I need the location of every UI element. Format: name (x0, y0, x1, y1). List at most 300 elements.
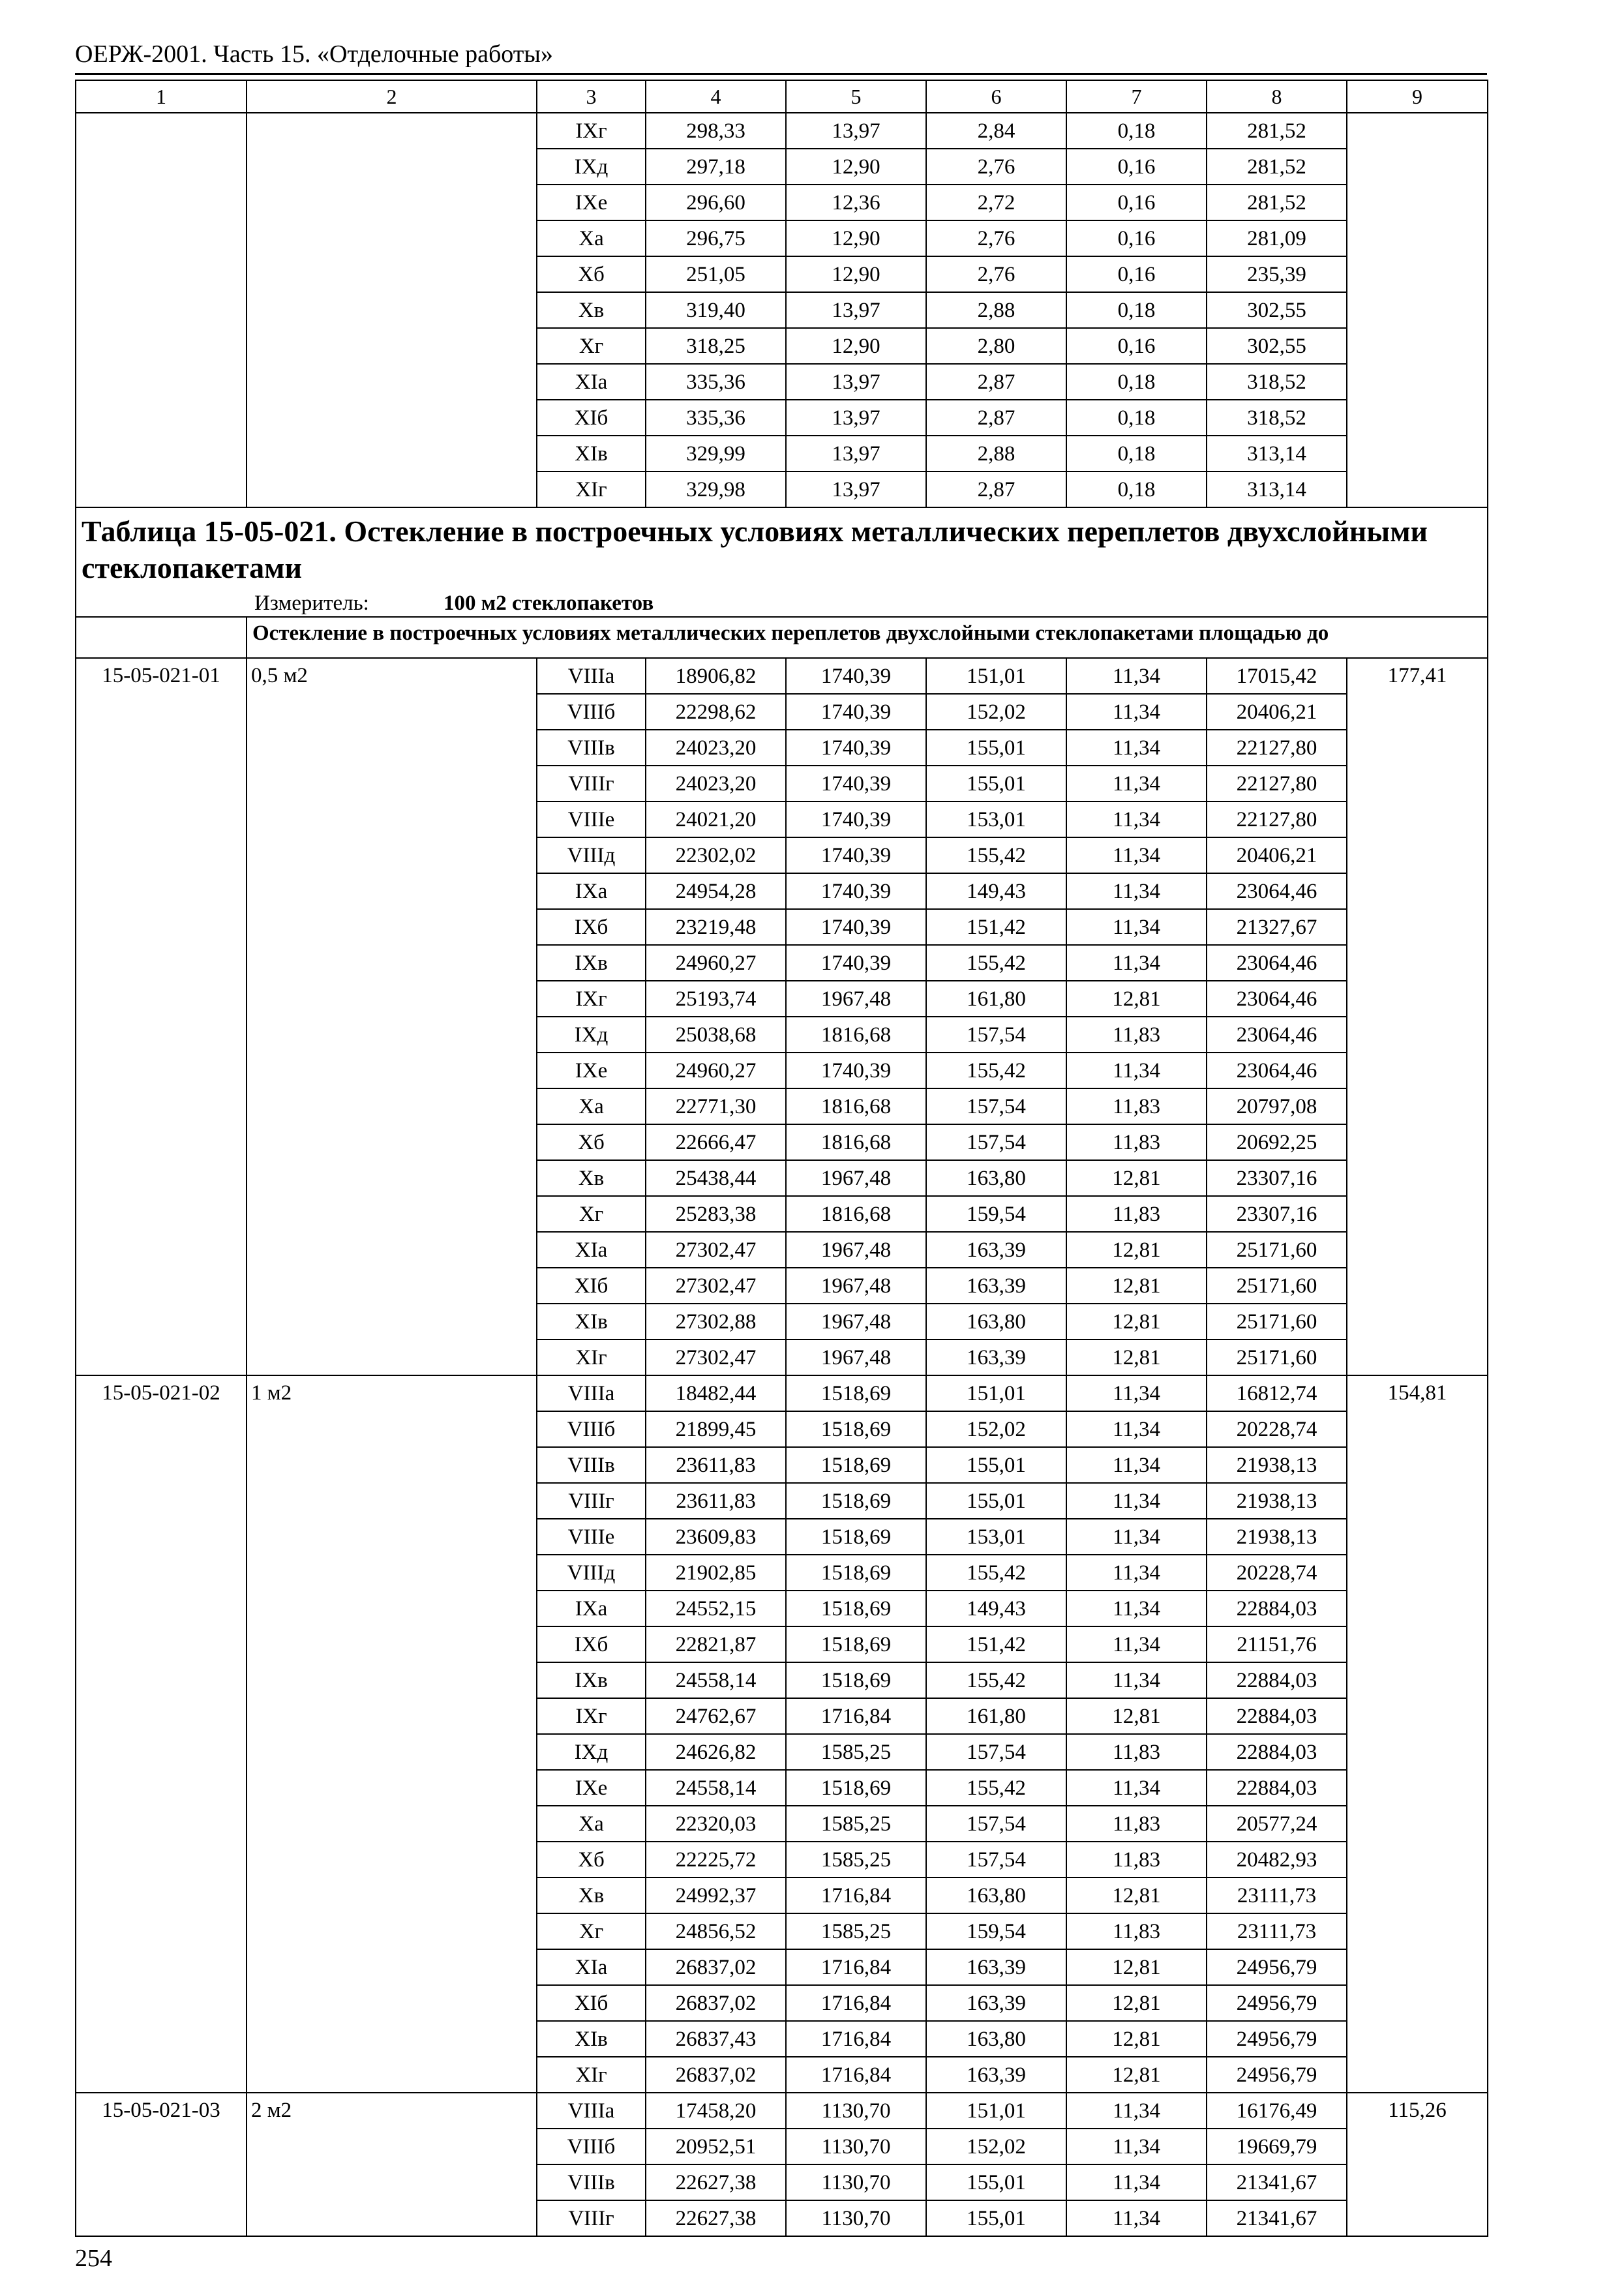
value-cell: 22127,80 (1207, 730, 1347, 766)
value-cell: 13,97 (786, 113, 926, 149)
value-cell: 20406,21 (1207, 837, 1347, 873)
value-cell: 22666,47 (646, 1124, 786, 1160)
value-cell: 11,83 (1066, 1017, 1207, 1053)
value-cell: 24856,52 (646, 1913, 786, 1949)
value-cell: 22884,03 (1207, 1734, 1347, 1770)
value-cell: 25038,68 (646, 1017, 786, 1053)
value-cell: 163,80 (926, 1304, 1066, 1339)
value-cell: 163,80 (926, 2021, 1066, 2057)
value-cell: 11,34 (1066, 873, 1207, 909)
value-cell: 153,01 (926, 1519, 1066, 1555)
value-cell: Хг (537, 1196, 646, 1232)
value-cell: 24992,37 (646, 1878, 786, 1913)
value-cell: 151,42 (926, 1626, 1066, 1662)
page-header: ОЕРЖ-2001. Часть 15. «Отделочные работы» (75, 40, 553, 68)
value-cell: 11,34 (1066, 1626, 1207, 1662)
value-cell: 11,34 (1066, 837, 1207, 873)
value-cell: 22627,38 (646, 2200, 786, 2236)
rate-code-cell: 15-05-021-03 (76, 2093, 247, 2236)
value-cell: 11,34 (1066, 1483, 1207, 1519)
value-cell: 2,87 (926, 400, 1066, 436)
value-cell: 24956,79 (1207, 1949, 1347, 1985)
value-cell: 281,52 (1207, 113, 1347, 149)
value-cell: 157,54 (926, 1806, 1066, 1842)
value-cell: 0,18 (1066, 364, 1207, 400)
value-cell: 24552,15 (646, 1591, 786, 1626)
value-cell: 1816,68 (786, 1088, 926, 1124)
value-cell: 163,80 (926, 1878, 1066, 1913)
value-cell: 281,52 (1207, 149, 1347, 185)
value-cell: 157,54 (926, 1842, 1066, 1878)
value-cell: Хг (537, 1913, 646, 1949)
value-cell: 11,34 (1066, 1411, 1207, 1447)
value-cell: 1967,48 (786, 1304, 926, 1339)
value-cell: 12,81 (1066, 1232, 1207, 1268)
value-cell: 25283,38 (646, 1196, 786, 1232)
value-cell: 24960,27 (646, 1053, 786, 1088)
value-cell: 1130,70 (786, 2129, 926, 2164)
value-cell: 155,42 (926, 837, 1066, 873)
value-cell: Хг (537, 328, 646, 364)
value-cell: IХв (537, 1662, 646, 1698)
value-cell: 22821,87 (646, 1626, 786, 1662)
value-cell: 21341,67 (1207, 2200, 1347, 2236)
value-cell: 155,01 (926, 730, 1066, 766)
value-cell: 296,75 (646, 220, 786, 256)
value-cell: 163,39 (926, 1985, 1066, 2021)
value-cell: VIIIе (537, 801, 646, 837)
rate-name-cell: 1 м2 (247, 1375, 537, 2093)
value-cell: 16176,49 (1207, 2093, 1347, 2129)
value-cell: IХв (537, 945, 646, 981)
value-cell: 24762,67 (646, 1698, 786, 1734)
value-cell: 17015,42 (1207, 658, 1347, 694)
value-cell: 1740,39 (786, 658, 926, 694)
value-cell: IХб (537, 909, 646, 945)
value-cell: 21341,67 (1207, 2164, 1347, 2200)
value-cell: 11,34 (1066, 1053, 1207, 1088)
value-cell: 1518,69 (786, 1411, 926, 1447)
value-cell: 151,01 (926, 1375, 1066, 1411)
rate-name-cell: 0,5 м2 (247, 658, 537, 1375)
value-cell: 23064,46 (1207, 945, 1347, 981)
value-cell: 1740,39 (786, 945, 926, 981)
value-cell: IХг (537, 981, 646, 1017)
value-cell: 26837,02 (646, 1985, 786, 2021)
value-cell: 22320,03 (646, 1806, 786, 1842)
value-cell: 1740,39 (786, 909, 926, 945)
value-cell: VIIIа (537, 658, 646, 694)
value-cell: IХд (537, 1734, 646, 1770)
meter-line (82, 586, 1482, 616)
value-cell: 2,88 (926, 436, 1066, 471)
value-cell: 149,43 (926, 873, 1066, 909)
value-cell: 24626,82 (646, 1734, 786, 1770)
value-cell: 21151,76 (1207, 1626, 1347, 1662)
value-cell: 22225,72 (646, 1842, 786, 1878)
table-row (76, 113, 1488, 149)
value-cell: 1130,70 (786, 2164, 926, 2200)
value-cell: 11,83 (1066, 1088, 1207, 1124)
value-cell: 335,36 (646, 364, 786, 400)
value-cell: 0,16 (1066, 220, 1207, 256)
value-cell: VIIIв (537, 2164, 646, 2200)
value-cell: 11,34 (1066, 1662, 1207, 1698)
value-cell: 1716,84 (786, 2057, 926, 2093)
value-cell: 24558,14 (646, 1770, 786, 1806)
value-cell: 2,76 (926, 149, 1066, 185)
value-cell: 22884,03 (1207, 1770, 1347, 1806)
value-cell: 16812,74 (1207, 1375, 1347, 1411)
table-title: Таблица 15-05-021. Остекление в построечных условиях металлических переплетов двухслойными стеклопакетами (82, 515, 1428, 584)
value-cell: 149,43 (926, 1591, 1066, 1626)
value-cell: 329,98 (646, 471, 786, 507)
value-cell: VIIIг (537, 766, 646, 801)
value-cell: VIIIд (537, 1555, 646, 1591)
wage-cell: 154,81 (1347, 1375, 1488, 2093)
value-cell: 11,83 (1066, 1913, 1207, 1949)
value-cell: IХе (537, 185, 646, 220)
value-cell: 18482,44 (646, 1375, 786, 1411)
column-number-cell: 9 (1347, 80, 1488, 113)
value-cell: VIIIв (537, 730, 646, 766)
value-cell: 1716,84 (786, 1949, 926, 1985)
value-cell: 25171,60 (1207, 1339, 1347, 1375)
value-cell: 11,34 (1066, 766, 1207, 801)
value-cell: 23064,46 (1207, 1053, 1347, 1088)
value-cell: 1518,69 (786, 1483, 926, 1519)
value-cell: 1740,39 (786, 694, 926, 730)
value-cell: 163,39 (926, 1232, 1066, 1268)
value-cell: 13,97 (786, 471, 926, 507)
value-cell: 155,42 (926, 1662, 1066, 1698)
value-cell: 23111,73 (1207, 1878, 1347, 1913)
column-number-cell: 6 (926, 80, 1066, 113)
value-cell: 11,34 (1066, 730, 1207, 766)
value-cell: 26837,02 (646, 1949, 786, 1985)
value-cell: 23064,46 (1207, 981, 1347, 1017)
table-row (76, 1375, 1488, 1411)
value-cell: 2,76 (926, 256, 1066, 292)
value-cell: 23307,16 (1207, 1196, 1347, 1232)
value-cell: 24558,14 (646, 1662, 786, 1698)
value-cell: 11,34 (1066, 694, 1207, 730)
value-cell: 22302,02 (646, 837, 786, 873)
value-cell: 1740,39 (786, 730, 926, 766)
value-cell: 11,34 (1066, 2164, 1207, 2200)
value-cell: 12,81 (1066, 1878, 1207, 1913)
value-cell: 2,88 (926, 292, 1066, 328)
value-cell: Хв (537, 1878, 646, 1913)
value-cell: 318,52 (1207, 364, 1347, 400)
subheading-row (76, 617, 1488, 658)
value-cell: 20952,51 (646, 2129, 786, 2164)
value-cell: 1130,70 (786, 2200, 926, 2236)
value-cell: Хв (537, 292, 646, 328)
value-cell: VIIIд (537, 837, 646, 873)
value-cell: 163,39 (926, 2057, 1066, 2093)
value-cell: 11,34 (1066, 658, 1207, 694)
value-cell: 24956,79 (1207, 1985, 1347, 2021)
value-cell: 12,81 (1066, 2057, 1207, 2093)
value-cell: 23307,16 (1207, 1160, 1347, 1196)
value-cell: 1967,48 (786, 981, 926, 1017)
value-cell: 318,52 (1207, 400, 1347, 436)
code-cell (76, 113, 247, 507)
value-cell: 21899,45 (646, 1411, 786, 1447)
value-cell: 1967,48 (786, 1268, 926, 1304)
value-cell: 13,97 (786, 436, 926, 471)
value-cell: 151,42 (926, 909, 1066, 945)
value-cell: 23064,46 (1207, 1017, 1347, 1053)
value-cell: 23064,46 (1207, 873, 1347, 909)
column-number-cell: 4 (646, 80, 786, 113)
value-cell: 12,90 (786, 149, 926, 185)
value-cell: 18906,82 (646, 658, 786, 694)
value-cell: 17458,20 (646, 2093, 786, 2129)
value-cell: IХд (537, 1017, 646, 1053)
value-cell: 155,01 (926, 1483, 1066, 1519)
value-cell: 1585,25 (786, 1806, 926, 1842)
value-cell: 163,39 (926, 1949, 1066, 1985)
wage-cell: 115,26 (1347, 2093, 1488, 2236)
value-cell: 11,83 (1066, 1842, 1207, 1878)
value-cell: 12,81 (1066, 1339, 1207, 1375)
value-cell: 152,02 (926, 2129, 1066, 2164)
value-cell: VIIIб (537, 694, 646, 730)
value-cell: ХIа (537, 1232, 646, 1268)
value-cell: 13,97 (786, 400, 926, 436)
value-cell: 159,54 (926, 1913, 1066, 1949)
value-cell: 0,16 (1066, 149, 1207, 185)
rate-name-cell: 2 м2 (247, 2093, 537, 2236)
value-cell: 0,16 (1066, 256, 1207, 292)
value-cell: 281,52 (1207, 185, 1347, 220)
value-cell: 11,34 (1066, 1591, 1207, 1626)
value-cell: 0,16 (1066, 185, 1207, 220)
value-cell: 21327,67 (1207, 909, 1347, 945)
value-cell: 22127,80 (1207, 766, 1347, 801)
value-cell: 155,42 (926, 945, 1066, 981)
value-cell: Хб (537, 1842, 646, 1878)
value-cell: 157,54 (926, 1017, 1066, 1053)
value-cell: 329,99 (646, 436, 786, 471)
value-cell: 12,81 (1066, 1949, 1207, 1985)
value-cell: 12,81 (1066, 1304, 1207, 1339)
value-cell: 2,84 (926, 113, 1066, 149)
value-cell: 13,97 (786, 364, 926, 400)
value-cell: 22884,03 (1207, 1662, 1347, 1698)
value-cell: 11,34 (1066, 1770, 1207, 1806)
value-cell: 153,01 (926, 801, 1066, 837)
value-cell: 23219,48 (646, 909, 786, 945)
value-cell: 12,81 (1066, 1160, 1207, 1196)
value-cell: 1816,68 (786, 1017, 926, 1053)
value-cell: 11,83 (1066, 1196, 1207, 1232)
value-cell: 11,34 (1066, 2093, 1207, 2129)
value-cell: 1716,84 (786, 1698, 926, 1734)
value-cell: 11,34 (1066, 2200, 1207, 2236)
value-cell: IХе (537, 1053, 646, 1088)
meter-value: 100 м2 стеклопакетов (444, 591, 654, 615)
value-cell: 159,54 (926, 1196, 1066, 1232)
value-cell: ХIв (537, 2021, 646, 2057)
table-row (76, 658, 1488, 694)
header-rule (75, 73, 1487, 75)
value-cell: 0,18 (1066, 292, 1207, 328)
value-cell: 1518,69 (786, 1519, 926, 1555)
value-cell: 296,60 (646, 185, 786, 220)
value-cell: 12,81 (1066, 2021, 1207, 2057)
value-cell: ХIб (537, 1268, 646, 1304)
value-cell: 0,18 (1066, 471, 1207, 507)
value-cell: Хб (537, 1124, 646, 1160)
table-row (76, 2093, 1488, 2129)
value-cell: 11,83 (1066, 1734, 1207, 1770)
value-cell: 302,55 (1207, 328, 1347, 364)
value-cell: 161,80 (926, 981, 1066, 1017)
value-cell: IХа (537, 873, 646, 909)
rate-code-cell: 15-05-021-01 (76, 658, 247, 1375)
name-cell (247, 113, 537, 507)
value-cell: 12,81 (1066, 981, 1207, 1017)
value-cell: 151,01 (926, 658, 1066, 694)
value-cell: 27302,88 (646, 1304, 786, 1339)
value-cell: IХд (537, 149, 646, 185)
value-cell: 12,36 (786, 185, 926, 220)
value-cell: VIIIб (537, 1411, 646, 1447)
value-cell: 1585,25 (786, 1913, 926, 1949)
value-cell: 298,33 (646, 113, 786, 149)
column-number-cell: 5 (786, 80, 926, 113)
value-cell: 20228,74 (1207, 1555, 1347, 1591)
value-cell: 1716,84 (786, 1985, 926, 2021)
value-cell: 155,42 (926, 1555, 1066, 1591)
value-cell: 11,83 (1066, 1806, 1207, 1842)
column-number-row (76, 80, 1488, 113)
value-cell: ХIг (537, 471, 646, 507)
value-cell: 161,80 (926, 1698, 1066, 1734)
price-table (75, 80, 1488, 2237)
value-cell: 1740,39 (786, 837, 926, 873)
value-cell: ХIв (537, 436, 646, 471)
value-cell: 152,02 (926, 1411, 1066, 1447)
column-number-cell: 2 (247, 80, 537, 113)
table-title-cell (76, 507, 1488, 617)
value-cell: Хв (537, 1160, 646, 1196)
subheading-cell: Остекление в построечных условиях металлических переплетов двухслойными стеклопакетами площадью до (247, 617, 1488, 658)
value-cell: 11,34 (1066, 801, 1207, 837)
value-cell: VIIIа (537, 1375, 646, 1411)
value-cell: 1967,48 (786, 1160, 926, 1196)
value-cell: IХг (537, 1698, 646, 1734)
value-cell: IХг (537, 113, 646, 149)
value-cell: 1518,69 (786, 1770, 926, 1806)
value-cell: VIIIб (537, 2129, 646, 2164)
value-cell: 1518,69 (786, 1555, 926, 1591)
value-cell: 0,18 (1066, 113, 1207, 149)
value-cell: 27302,47 (646, 1268, 786, 1304)
value-cell: 23609,83 (646, 1519, 786, 1555)
value-cell: 20577,24 (1207, 1806, 1347, 1842)
value-cell: 0,18 (1066, 436, 1207, 471)
wage-cell (1347, 113, 1488, 507)
value-cell: IХа (537, 1591, 646, 1626)
value-cell: 1740,39 (786, 1053, 926, 1088)
value-cell: 1518,69 (786, 1626, 926, 1662)
value-cell: 2,87 (926, 364, 1066, 400)
value-cell: 313,14 (1207, 471, 1347, 507)
value-cell: 1716,84 (786, 1878, 926, 1913)
column-number-cell: 8 (1207, 80, 1347, 113)
value-cell: 1816,68 (786, 1124, 926, 1160)
value-cell: 1518,69 (786, 1375, 926, 1411)
value-cell: 1585,25 (786, 1734, 926, 1770)
value-cell: 23611,83 (646, 1483, 786, 1519)
value-cell: 1518,69 (786, 1591, 926, 1626)
value-cell: 302,55 (1207, 292, 1347, 328)
column-number-cell: 1 (76, 80, 247, 113)
value-cell: 155,01 (926, 2164, 1066, 2200)
value-cell: 163,39 (926, 1268, 1066, 1304)
value-cell: 1740,39 (786, 873, 926, 909)
value-cell: 22127,80 (1207, 801, 1347, 837)
value-cell: 1740,39 (786, 766, 926, 801)
value-cell: 157,54 (926, 1124, 1066, 1160)
value-cell: 163,39 (926, 1339, 1066, 1375)
value-cell: VIIIв (537, 1447, 646, 1483)
value-cell: 22771,30 (646, 1088, 786, 1124)
value-cell: 313,14 (1207, 436, 1347, 471)
value-cell: 281,09 (1207, 220, 1347, 256)
value-cell: 2,72 (926, 185, 1066, 220)
value-cell: 19669,79 (1207, 2129, 1347, 2164)
value-cell: IХе (537, 1770, 646, 1806)
value-cell: Ха (537, 1806, 646, 1842)
value-cell: 1716,84 (786, 2021, 926, 2057)
value-cell: 25171,60 (1207, 1304, 1347, 1339)
value-cell: 21938,13 (1207, 1483, 1347, 1519)
value-cell: 23611,83 (646, 1447, 786, 1483)
value-cell: 20482,93 (1207, 1842, 1347, 1878)
value-cell: Хб (537, 256, 646, 292)
value-cell: 151,01 (926, 2093, 1066, 2129)
value-cell: 25171,60 (1207, 1232, 1347, 1268)
value-cell: 25193,74 (646, 981, 786, 1017)
column-number-cell: 3 (537, 80, 646, 113)
value-cell: 152,02 (926, 694, 1066, 730)
value-cell: 155,42 (926, 1770, 1066, 1806)
value-cell: 21938,13 (1207, 1447, 1347, 1483)
value-cell: 27302,47 (646, 1339, 786, 1375)
value-cell: 12,90 (786, 220, 926, 256)
value-cell: 11,34 (1066, 1447, 1207, 1483)
value-cell: 12,81 (1066, 1268, 1207, 1304)
value-cell: 235,39 (1207, 256, 1347, 292)
value-cell: 11,34 (1066, 909, 1207, 945)
value-cell: 318,25 (646, 328, 786, 364)
value-cell: 24956,79 (1207, 2021, 1347, 2057)
value-cell: 1130,70 (786, 2093, 926, 2129)
value-cell: 11,34 (1066, 945, 1207, 981)
value-cell: ХIг (537, 1339, 646, 1375)
value-cell: 1816,68 (786, 1196, 926, 1232)
value-cell: 297,18 (646, 149, 786, 185)
value-cell: 22884,03 (1207, 1591, 1347, 1626)
wage-cell: 177,41 (1347, 658, 1488, 1375)
value-cell: 24023,20 (646, 766, 786, 801)
column-number-cell: 7 (1066, 80, 1207, 113)
